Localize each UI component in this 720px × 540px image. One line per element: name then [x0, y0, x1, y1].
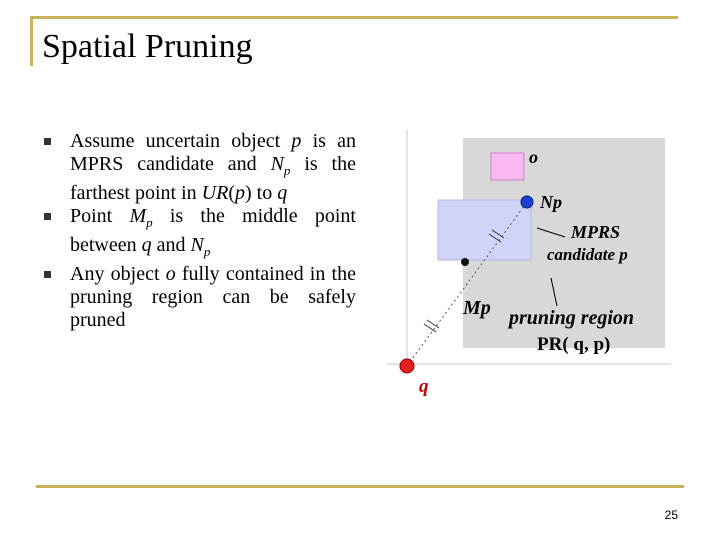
- title-frame-top: [30, 16, 678, 19]
- footer-line: [36, 485, 684, 488]
- np-point: [521, 196, 533, 208]
- mp-point: [461, 258, 469, 266]
- label-candidate: candidate p: [547, 245, 628, 264]
- label-pr: PR( q, p): [537, 334, 611, 355]
- bullet-item: Any object o fully contained in the pruning region can be safely pruned: [44, 263, 356, 332]
- label-q: q: [419, 376, 429, 397]
- label-mprs: MPRS: [571, 222, 621, 242]
- q-point: [400, 359, 414, 373]
- label-np: Np: [540, 192, 562, 212]
- title-frame-left: [30, 16, 33, 66]
- equal-tick-lower: [424, 320, 439, 332]
- label-mp: Mp: [463, 297, 491, 319]
- pruning-diagram: [385, 128, 675, 398]
- bullet-item: Point $M_p$ is the middle point between q and $N_p$: [44, 205, 356, 263]
- object-o-box: [491, 153, 524, 180]
- bullet-marker: [44, 138, 51, 145]
- bullet-list: [44, 130, 356, 332]
- label-pruning-region: pruning region: [509, 307, 635, 329]
- bullet-marker: [44, 271, 51, 278]
- page-number: 25: [664, 508, 678, 522]
- bullet-item: Assume uncertain object p is an MPRS candidate and $N_p$ is the farthest point in UR(p) to q: [44, 130, 356, 205]
- label-o: o: [529, 147, 538, 167]
- bullet-marker: [44, 213, 51, 220]
- slide-title: Spatial Pruning: [42, 28, 253, 65]
- candidate-box: [438, 200, 531, 260]
